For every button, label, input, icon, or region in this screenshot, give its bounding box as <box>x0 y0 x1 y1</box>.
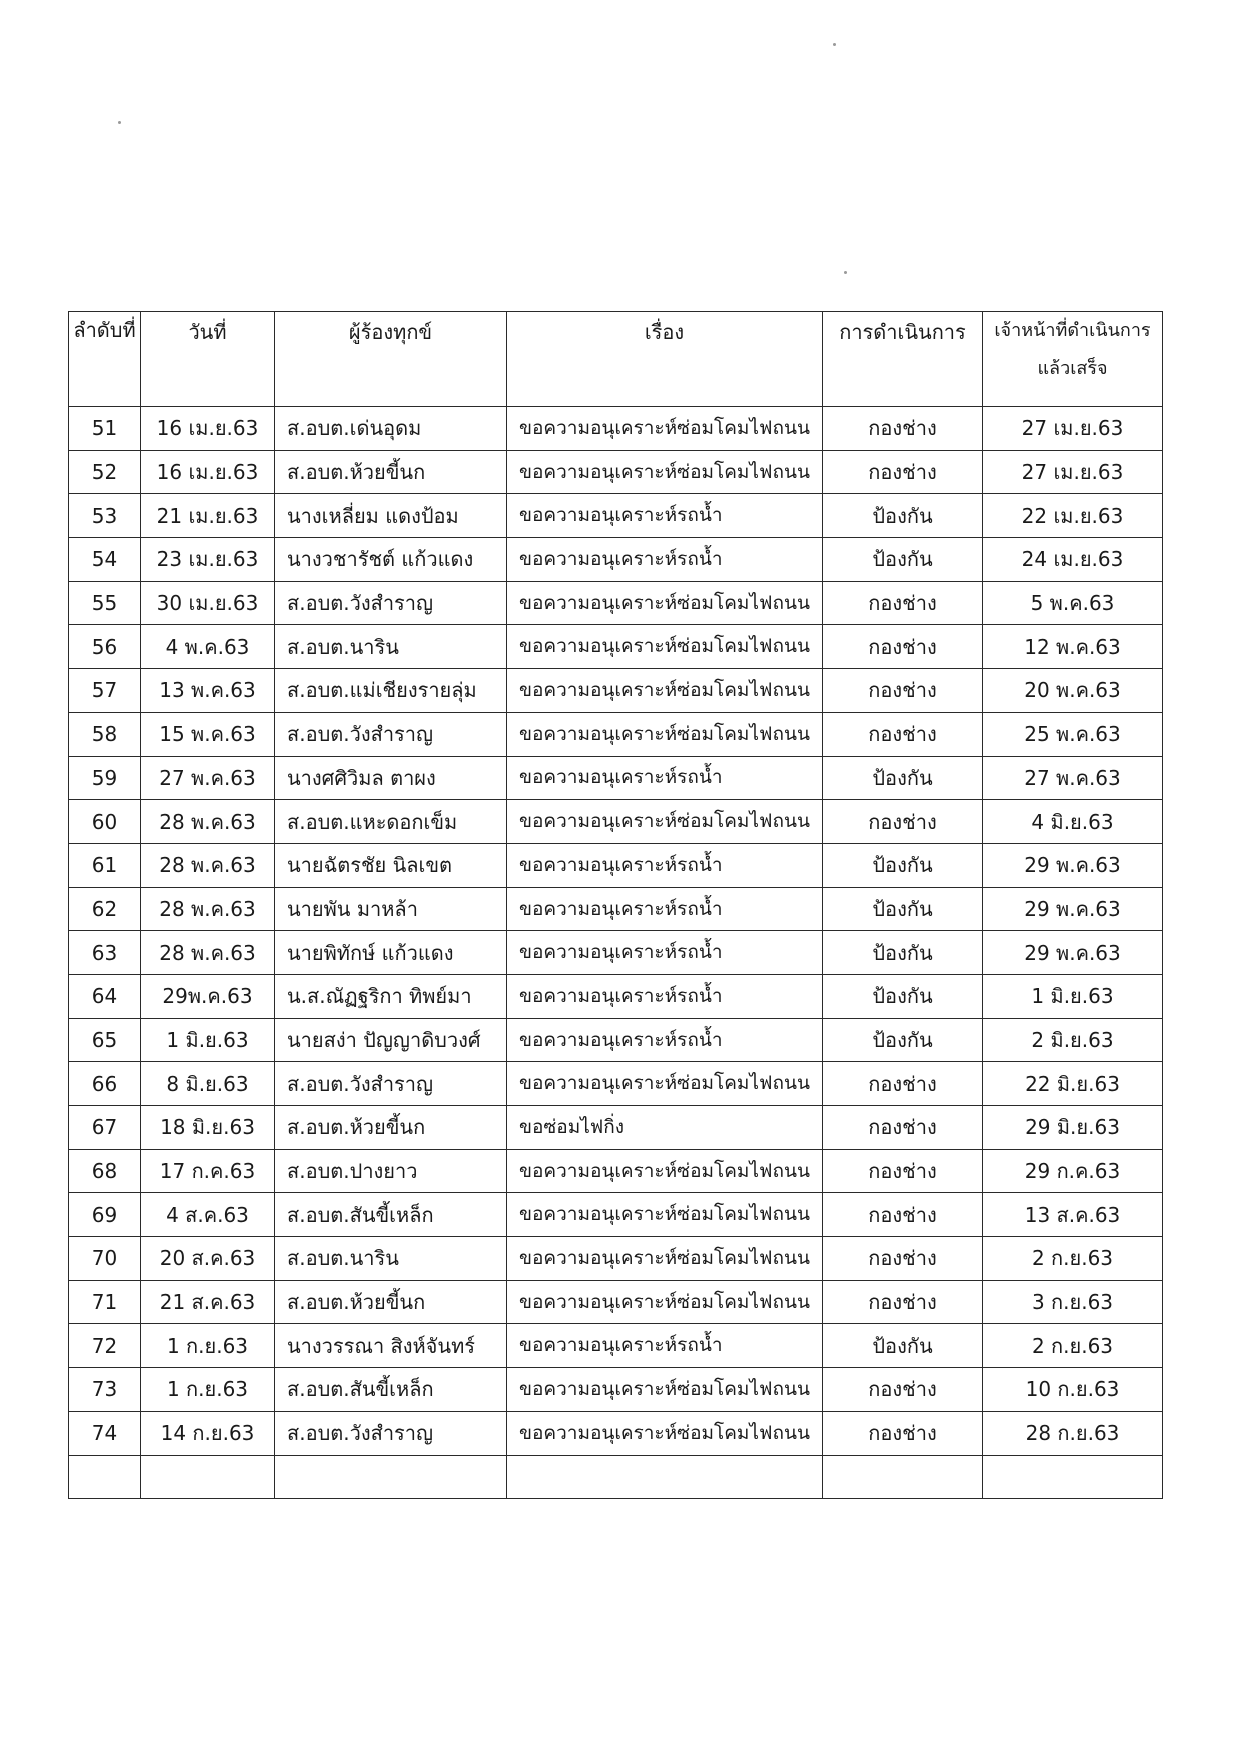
cell-no: 61 <box>69 843 141 887</box>
cell-date: 1 ก.ย.63 <box>141 1368 275 1412</box>
cell-done-date: 20 พ.ค.63 <box>983 669 1163 713</box>
cell-complainant: นางวรรณา สิงห์จันทร์ <box>275 1324 507 1368</box>
scan-speck <box>833 43 836 46</box>
cell-done-date: 5 พ.ค.63 <box>983 581 1163 625</box>
cell-subject: ขอความอนุเคราะห์รถน้ำ <box>507 756 823 800</box>
table-row <box>69 669 1163 713</box>
empty-cell <box>69 1455 141 1499</box>
cell-action: กองช่าง <box>823 450 983 494</box>
cell-no: 59 <box>69 756 141 800</box>
complaint-table <box>68 311 1163 1499</box>
cell-action: กองช่าง <box>823 669 983 713</box>
cell-action: กองช่าง <box>823 407 983 451</box>
cell-no: 70 <box>69 1237 141 1281</box>
column-header-no: ลำดับที่ <box>69 312 141 407</box>
cell-date: 29พ.ค.63 <box>141 974 275 1018</box>
table-row <box>69 1062 1163 1106</box>
column-header-officer: เจ้าหน้าที่ดำเนินการแล้วเสร็จ <box>983 312 1163 407</box>
cell-complainant: นางศศิวิมล ตาผง <box>275 756 507 800</box>
cell-date: 30 เม.ย.63 <box>141 581 275 625</box>
cell-date: 16 เม.ย.63 <box>141 407 275 451</box>
cell-no: 52 <box>69 450 141 494</box>
cell-no: 63 <box>69 931 141 975</box>
cell-complainant: ส.อบต.แม่เชียงรายลุ่ม <box>275 669 507 713</box>
empty-cell <box>141 1455 275 1499</box>
cell-complainant: ส.อบต.วังสำราญ <box>275 1062 507 1106</box>
cell-done-date: 3 ก.ย.63 <box>983 1280 1163 1324</box>
cell-no: 72 <box>69 1324 141 1368</box>
cell-no: 66 <box>69 1062 141 1106</box>
cell-no: 68 <box>69 1149 141 1193</box>
cell-complainant: ส.อบต.เด่นอุดม <box>275 407 507 451</box>
cell-done-date: 13 ส.ค.63 <box>983 1193 1163 1237</box>
table-row <box>69 494 1163 538</box>
cell-date: 27 พ.ค.63 <box>141 756 275 800</box>
cell-complainant: ส.อบต.สันขี้เหล็ก <box>275 1193 507 1237</box>
cell-date: 17 ก.ค.63 <box>141 1149 275 1193</box>
cell-action: กองช่าง <box>823 1368 983 1412</box>
cell-complainant: นายฉัตรชัย นิลเขต <box>275 843 507 887</box>
table-row <box>69 712 1163 756</box>
table-row <box>69 1368 1163 1412</box>
table-row <box>69 581 1163 625</box>
cell-date: 18 มิ.ย.63 <box>141 1106 275 1150</box>
empty-cell <box>983 1455 1163 1499</box>
cell-subject: ขอความอนุเคราะห์รถน้ำ <box>507 931 823 975</box>
cell-done-date: 22 มิ.ย.63 <box>983 1062 1163 1106</box>
cell-subject: ขอความอนุเคราะห์ซ่อมโคมไฟถนน <box>507 1280 823 1324</box>
cell-action: กองช่าง <box>823 712 983 756</box>
cell-complainant: นายพิทักษ์ แก้วแดง <box>275 931 507 975</box>
cell-action: กองช่าง <box>823 1280 983 1324</box>
cell-subject: ขอความอนุเคราะห์รถน้ำ <box>507 1018 823 1062</box>
cell-done-date: 1 มิ.ย.63 <box>983 974 1163 1018</box>
cell-date: 16 เม.ย.63 <box>141 450 275 494</box>
cell-subject: ขอความอนุเคราะห์ซ่อมโคมไฟถนน <box>507 1368 823 1412</box>
cell-action: กองช่าง <box>823 1411 983 1455</box>
column-header-subject: เรื่อง <box>507 312 823 407</box>
cell-action: ป้องกัน <box>823 887 983 931</box>
cell-no: 58 <box>69 712 141 756</box>
table-row <box>69 1324 1163 1368</box>
cell-subject: ขอความอนุเคราะห์ซ่อมโคมไฟถนน <box>507 800 823 844</box>
cell-date: 15 พ.ค.63 <box>141 712 275 756</box>
cell-done-date: 28 ก.ย.63 <box>983 1411 1163 1455</box>
table-row <box>69 1237 1163 1281</box>
cell-no: 56 <box>69 625 141 669</box>
table-body <box>69 407 1163 1499</box>
cell-done-date: 24 เม.ย.63 <box>983 538 1163 582</box>
cell-date: 28 พ.ค.63 <box>141 843 275 887</box>
cell-complainant: ส.อบต.วังสำราญ <box>275 712 507 756</box>
empty-table-row <box>69 1455 1163 1499</box>
cell-no: 51 <box>69 407 141 451</box>
table-row <box>69 407 1163 451</box>
cell-subject: ขอความอนุเคราะห์ซ่อมโคมไฟถนน <box>507 407 823 451</box>
cell-subject: ขอความอนุเคราะห์ซ่อมโคมไฟถนน <box>507 1411 823 1455</box>
cell-done-date: 2 ก.ย.63 <box>983 1324 1163 1368</box>
cell-no: 69 <box>69 1193 141 1237</box>
cell-done-date: 27 เม.ย.63 <box>983 450 1163 494</box>
cell-no: 54 <box>69 538 141 582</box>
cell-date: 1 ก.ย.63 <box>141 1324 275 1368</box>
cell-subject: ขอความอนุเคราะห์ซ่อมโคมไฟถนน <box>507 1149 823 1193</box>
cell-action: กองช่าง <box>823 1062 983 1106</box>
cell-done-date: 4 มิ.ย.63 <box>983 800 1163 844</box>
scan-speck <box>118 121 121 124</box>
cell-action: กองช่าง <box>823 625 983 669</box>
cell-action: กองช่าง <box>823 1149 983 1193</box>
scan-speck <box>844 271 847 274</box>
cell-subject: ขอความอนุเคราะห์รถน้ำ <box>507 494 823 538</box>
cell-complainant: น.ส.ณัฏฐริกา ทิพย์มา <box>275 974 507 1018</box>
cell-complainant: ส.อบต.ห้วยขี้นก <box>275 450 507 494</box>
cell-action: กองช่าง <box>823 1237 983 1281</box>
cell-complainant: ส.อบต.ปางยาว <box>275 1149 507 1193</box>
cell-subject: ขอความอนุเคราะห์รถน้ำ <box>507 887 823 931</box>
table-row <box>69 974 1163 1018</box>
table-row <box>69 450 1163 494</box>
table-row <box>69 1411 1163 1455</box>
cell-date: 28 พ.ค.63 <box>141 800 275 844</box>
table-row <box>69 1149 1163 1193</box>
cell-action: กองช่าง <box>823 1193 983 1237</box>
column-header-complainant: ผู้ร้องทุกข์ <box>275 312 507 407</box>
cell-subject: ขอความอนุเคราะห์รถน้ำ <box>507 1324 823 1368</box>
cell-action: ป้องกัน <box>823 1324 983 1368</box>
cell-date: 13 พ.ค.63 <box>141 669 275 713</box>
cell-no: 55 <box>69 581 141 625</box>
cell-complainant: ส.อบต.ห้วยขี้นก <box>275 1106 507 1150</box>
cell-subject: ขอความอนุเคราะห์ซ่อมโคมไฟถนน <box>507 1237 823 1281</box>
cell-complainant: ส.อบต.นาริน <box>275 1237 507 1281</box>
cell-no: 60 <box>69 800 141 844</box>
cell-action: ป้องกัน <box>823 756 983 800</box>
table-row <box>69 1018 1163 1062</box>
cell-done-date: 2 ก.ย.63 <box>983 1237 1163 1281</box>
cell-subject: ขอความอนุเคราะห์รถน้ำ <box>507 974 823 1018</box>
table-row <box>69 538 1163 582</box>
cell-date: 20 ส.ค.63 <box>141 1237 275 1281</box>
table-row <box>69 1280 1163 1324</box>
cell-action: กองช่าง <box>823 1106 983 1150</box>
cell-subject: ขอความอนุเคราะห์รถน้ำ <box>507 538 823 582</box>
cell-complainant: นายพัน มาหล้า <box>275 887 507 931</box>
cell-no: 71 <box>69 1280 141 1324</box>
cell-subject: ขอความอนุเคราะห์ซ่อมโคมไฟถนน <box>507 712 823 756</box>
cell-complainant: ส.อบต.นาริน <box>275 625 507 669</box>
cell-complainant: ส.อบต.วังสำราญ <box>275 581 507 625</box>
cell-no: 57 <box>69 669 141 713</box>
table-row <box>69 1193 1163 1237</box>
table-header-row <box>69 312 1163 407</box>
cell-done-date: 29 พ.ค.63 <box>983 887 1163 931</box>
table-row <box>69 1106 1163 1150</box>
table-row <box>69 843 1163 887</box>
cell-done-date: 27 พ.ค.63 <box>983 756 1163 800</box>
cell-date: 4 พ.ค.63 <box>141 625 275 669</box>
cell-action: ป้องกัน <box>823 843 983 887</box>
cell-subject: ขอซ่อมไฟกิ่ง <box>507 1106 823 1150</box>
cell-done-date: 10 ก.ย.63 <box>983 1368 1163 1412</box>
cell-subject: ขอความอนุเคราะห์รถน้ำ <box>507 843 823 887</box>
cell-no: 53 <box>69 494 141 538</box>
cell-no: 65 <box>69 1018 141 1062</box>
table-row <box>69 756 1163 800</box>
cell-date: 8 มิ.ย.63 <box>141 1062 275 1106</box>
table-row <box>69 625 1163 669</box>
cell-action: ป้องกัน <box>823 1018 983 1062</box>
cell-complainant: ส.อบต.ห้วยขี้นก <box>275 1280 507 1324</box>
cell-subject: ขอความอนุเคราะห์ซ่อมโคมไฟถนน <box>507 669 823 713</box>
cell-done-date: 25 พ.ค.63 <box>983 712 1163 756</box>
cell-done-date: 12 พ.ค.63 <box>983 625 1163 669</box>
cell-subject: ขอความอนุเคราะห์ซ่อมโคมไฟถนน <box>507 625 823 669</box>
cell-complainant: นางเหลี่ยม แดงป้อม <box>275 494 507 538</box>
column-header-action: การดำเนินการ <box>823 312 983 407</box>
cell-action: ป้องกัน <box>823 538 983 582</box>
cell-done-date: 2 มิ.ย.63 <box>983 1018 1163 1062</box>
cell-date: 4 ส.ค.63 <box>141 1193 275 1237</box>
empty-cell <box>507 1455 823 1499</box>
cell-complainant: นายสง่า ปัญญาดิบวงศ์ <box>275 1018 507 1062</box>
table-row <box>69 800 1163 844</box>
cell-subject: ขอความอนุเคราะห์ซ่อมโคมไฟถนน <box>507 450 823 494</box>
cell-no: 74 <box>69 1411 141 1455</box>
cell-done-date: 29 ก.ค.63 <box>983 1149 1163 1193</box>
cell-action: กองช่าง <box>823 581 983 625</box>
cell-done-date: 29 มิ.ย.63 <box>983 1106 1163 1150</box>
table-row <box>69 887 1163 931</box>
cell-date: 23 เม.ย.63 <box>141 538 275 582</box>
cell-no: 73 <box>69 1368 141 1412</box>
cell-subject: ขอความอนุเคราะห์ซ่อมโคมไฟถนน <box>507 581 823 625</box>
cell-date: 14 ก.ย.63 <box>141 1411 275 1455</box>
cell-action: ป้องกัน <box>823 494 983 538</box>
cell-date: 28 พ.ค.63 <box>141 931 275 975</box>
table-row <box>69 931 1163 975</box>
empty-cell <box>275 1455 507 1499</box>
cell-complainant: ส.อบต.แหะดอกเข็ม <box>275 800 507 844</box>
cell-action: กองช่าง <box>823 800 983 844</box>
cell-done-date: 22 เม.ย.63 <box>983 494 1163 538</box>
cell-done-date: 29 พ.ค.63 <box>983 931 1163 975</box>
cell-complainant: นางวชารัชต์ แก้วแดง <box>275 538 507 582</box>
cell-date: 21 เม.ย.63 <box>141 494 275 538</box>
cell-done-date: 27 เม.ย.63 <box>983 407 1163 451</box>
cell-date: 1 มิ.ย.63 <box>141 1018 275 1062</box>
cell-subject: ขอความอนุเคราะห์ซ่อมโคมไฟถนน <box>507 1062 823 1106</box>
cell-complainant: ส.อบต.วังสำราญ <box>275 1411 507 1455</box>
cell-complainant: ส.อบต.สันขี้เหล็ก <box>275 1368 507 1412</box>
cell-date: 28 พ.ค.63 <box>141 887 275 931</box>
cell-action: ป้องกัน <box>823 974 983 1018</box>
cell-subject: ขอความอนุเคราะห์ซ่อมโคมไฟถนน <box>507 1193 823 1237</box>
column-header-date: วันที่ <box>141 312 275 407</box>
cell-no: 62 <box>69 887 141 931</box>
cell-no: 67 <box>69 1106 141 1150</box>
cell-done-date: 29 พ.ค.63 <box>983 843 1163 887</box>
cell-action: ป้องกัน <box>823 931 983 975</box>
cell-no: 64 <box>69 974 141 1018</box>
empty-cell <box>823 1455 983 1499</box>
cell-date: 21 ส.ค.63 <box>141 1280 275 1324</box>
